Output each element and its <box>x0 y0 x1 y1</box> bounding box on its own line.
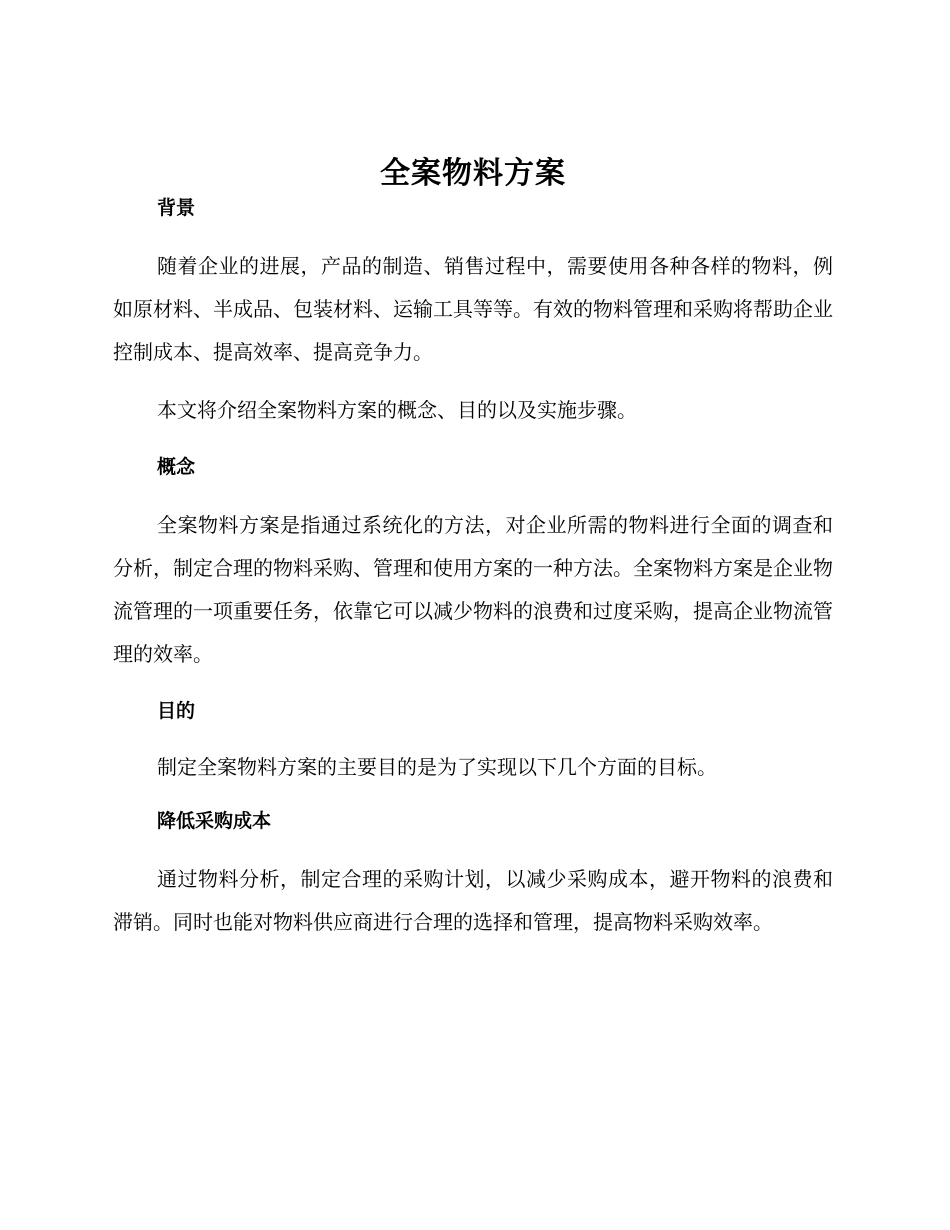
cost-reduction-paragraph: 通过物料分析，制定合理的采购计划，以减少采购成本，避开物料的浪费和滞销。同时也能对物料供应商进行合理的选择和管理，提高物料采购效率。 <box>113 867 833 934</box>
section-heading-cost-reduction: 降低采购成本 <box>157 810 272 832</box>
section-heading-background: 背景 <box>157 197 196 219</box>
section-heading-concept: 概念 <box>157 456 196 478</box>
document-body <box>113 145 833 944</box>
purpose-paragraph: 制定全案物料方案的主要目的是为了实现以下几个方面的目标。 <box>157 755 717 779</box>
background-paragraph-1: 随着企业的进展，产品的制造、销售过程中，需要使用各种各样的物料，例如原材料、半成品、包装材料、运输工具等等。有效的物料管理和采购将帮助企业控制成本、提高效率、提高竞争力。 <box>113 254 833 364</box>
background-paragraph-2: 本文将介绍全案物料方案的概念、目的以及实施步骤。 <box>157 398 637 422</box>
document-title: 全案物料方案 <box>380 156 566 191</box>
concept-paragraph: 全案物料方案是指通过系统化的方法，对企业所需的物料进行全面的调查和分析，制定合理的物料采购、管理和使用方案的一种方法。全案物料方案是企业物流管理的一项重要任务，依靠它可以减少物料的浪费和过度采购，提高企业物流管理的效率。 <box>113 513 833 666</box>
section-heading-purpose: 目的 <box>157 700 196 722</box>
